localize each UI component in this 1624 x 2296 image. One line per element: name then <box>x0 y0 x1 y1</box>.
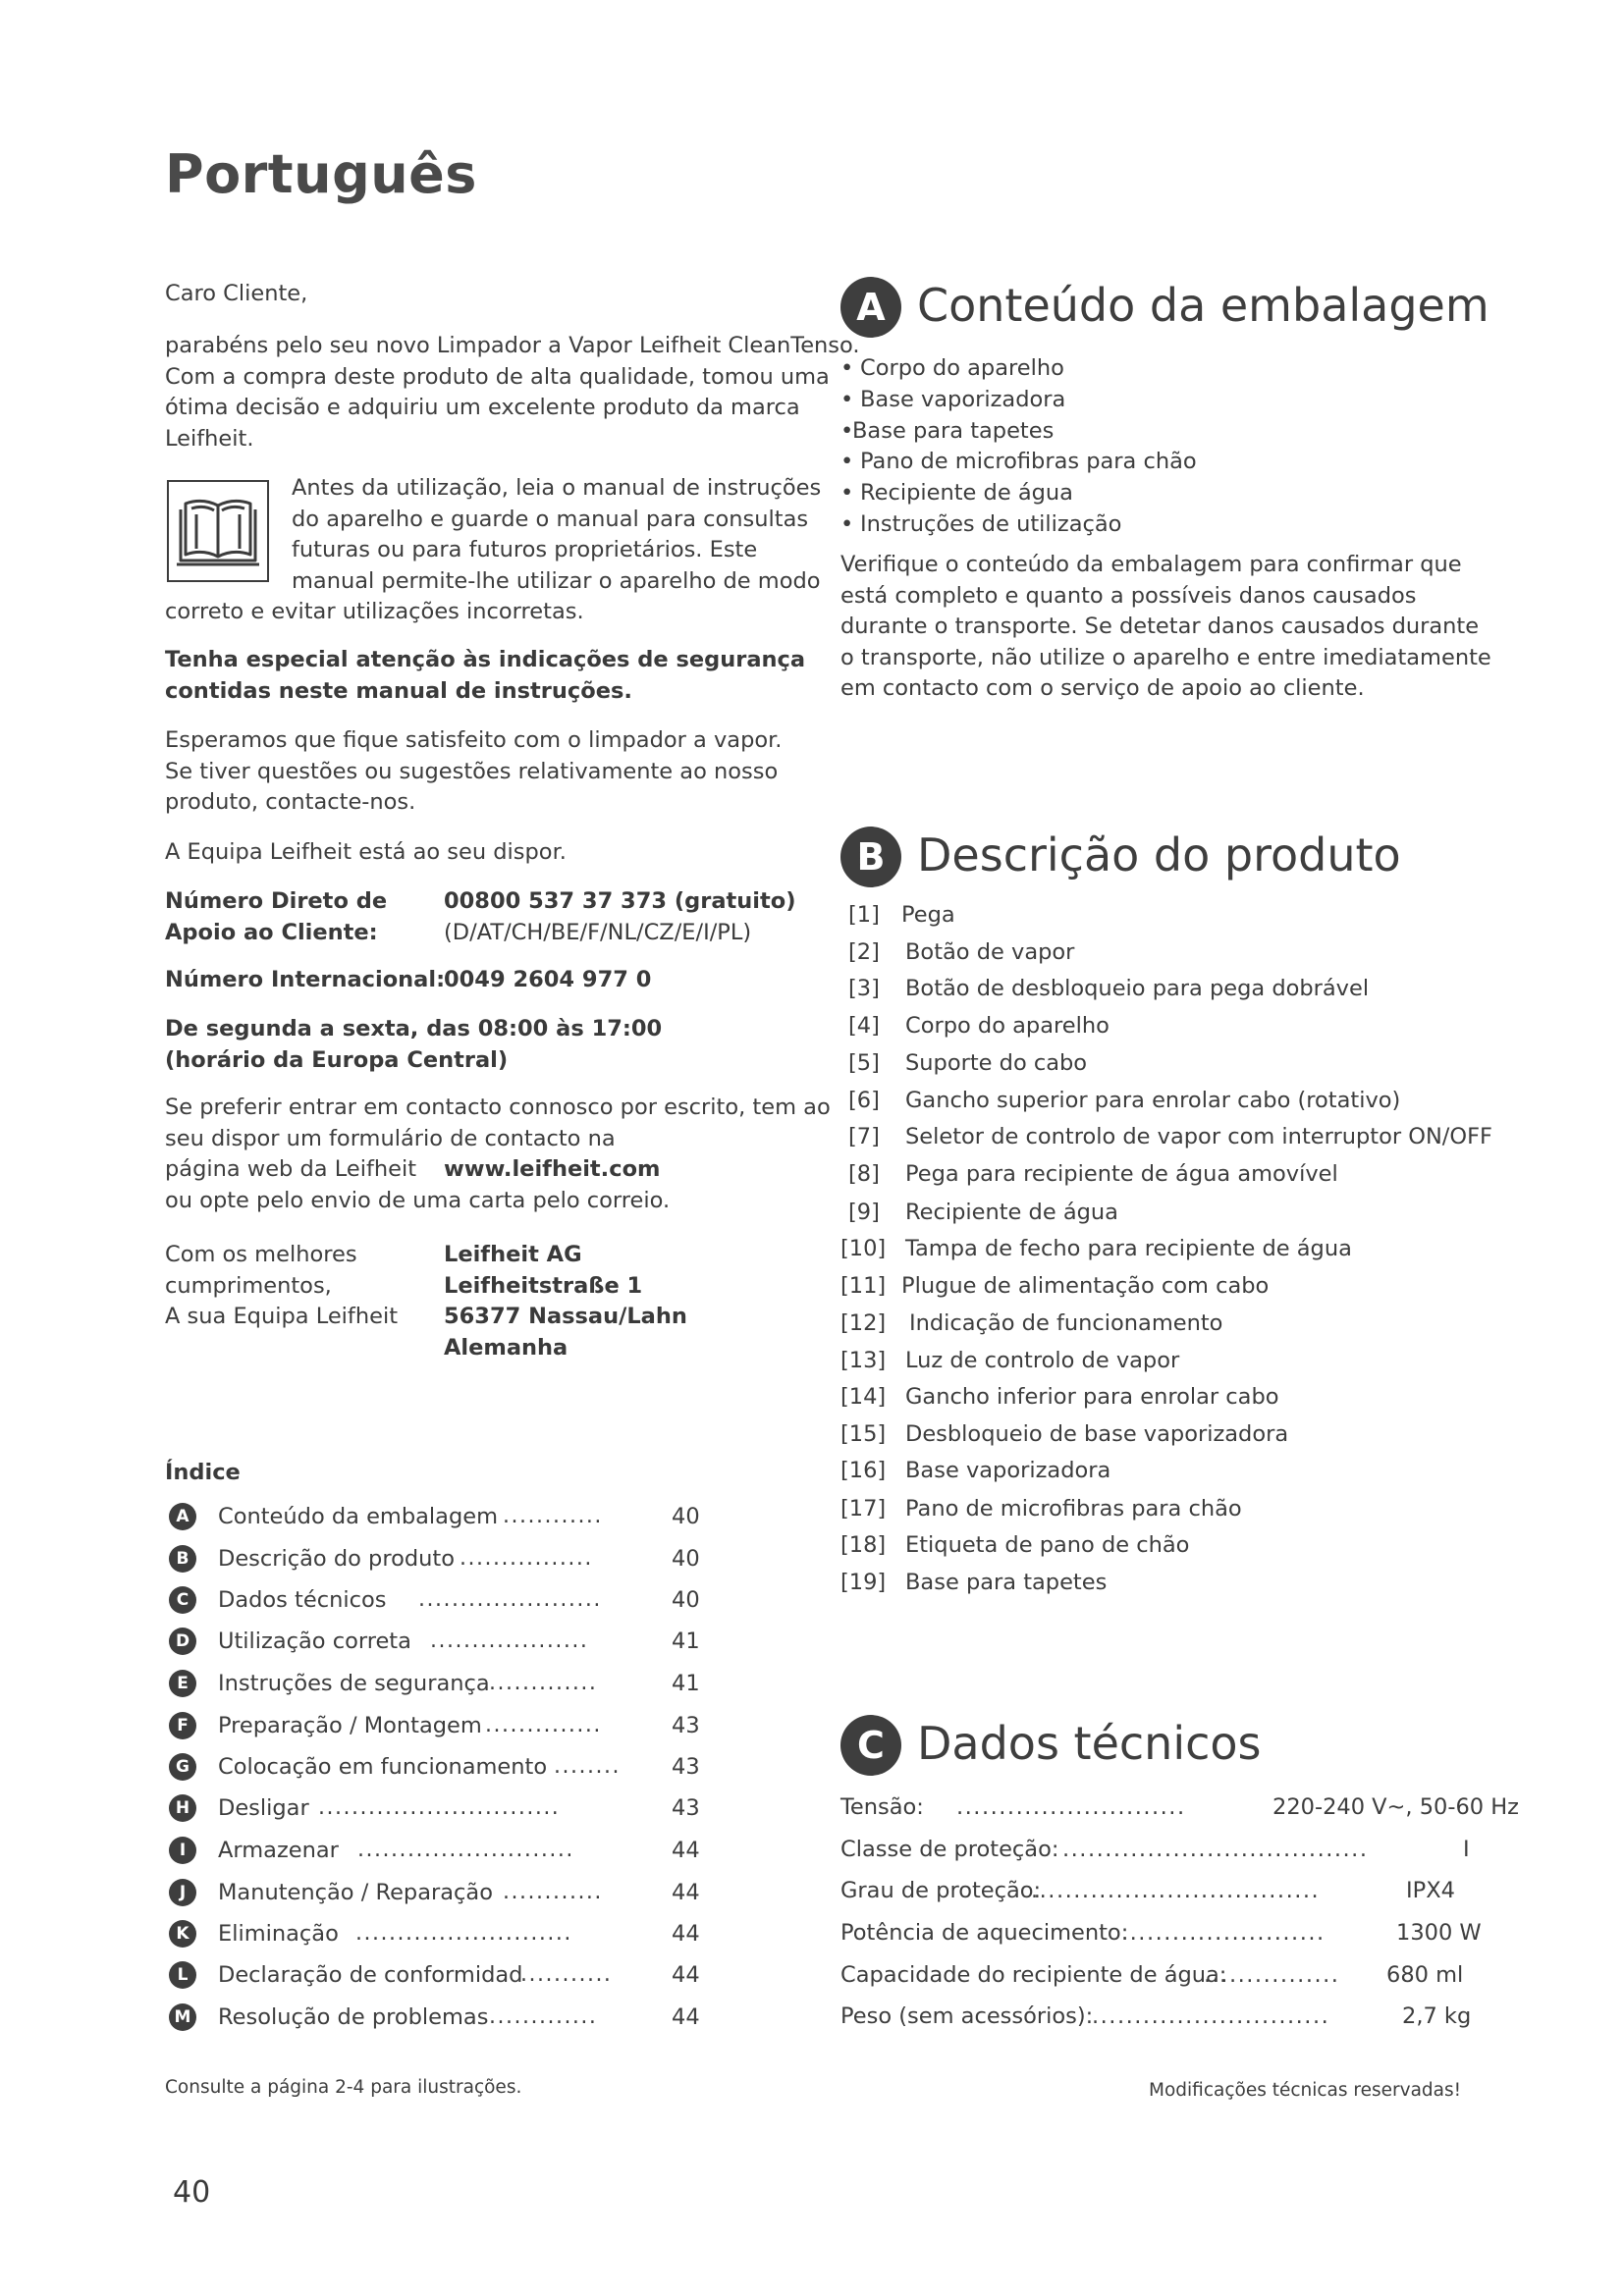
part-number: [9] <box>848 1200 880 1225</box>
intl-number-label: Número Internacional: <box>165 967 446 992</box>
part-label: Base para tapetes <box>905 1570 1108 1595</box>
part-label: Pano de microfibras para chão <box>905 1496 1242 1522</box>
section-badge-icon: A <box>169 1503 196 1530</box>
index-leader-dots: ............ <box>503 1880 603 1904</box>
spec-label: Tensão: <box>840 1794 924 1820</box>
part-label: Plugue de alimentação com cabo <box>901 1273 1270 1299</box>
section-badge-icon: D <box>169 1628 196 1655</box>
direct-support-label-line: Número Direto de <box>165 888 388 914</box>
website-link[interactable]: www.leifheit.com <box>444 1156 661 1182</box>
index-item[interactable] <box>169 1917 703 1952</box>
package-item <box>840 353 1064 385</box>
address-line: Alemanha <box>444 1334 568 1361</box>
package-item <box>840 385 1065 416</box>
part-number: [7] <box>848 1124 880 1149</box>
part-label: Botão de vapor <box>905 939 1075 965</box>
index-item-page: 41 <box>672 1629 700 1654</box>
part-number: [8] <box>848 1161 880 1187</box>
spec-label: Capacidade do recipiente de água: <box>840 1962 1227 1988</box>
section-b-badge-icon: B <box>840 827 901 887</box>
direct-support-label <box>165 886 387 948</box>
part-number: [11] <box>840 1273 887 1299</box>
index-item-label: Instruções de segurança <box>218 1671 490 1696</box>
spec-leader-dots: ................ <box>1204 1962 1340 1988</box>
index-leader-dots: ...................... <box>418 1587 602 1612</box>
package-item <box>840 509 1121 541</box>
index-item[interactable] <box>169 1625 703 1660</box>
index-item-page: 44 <box>672 2004 700 2030</box>
index-item-page: 43 <box>672 1754 700 1780</box>
part-label: Base vaporizadora <box>905 1458 1111 1483</box>
package-note-line: Verifique o conteúdo da embalagem para confirmar que <box>840 552 1462 577</box>
part-label: Indicação de funcionamento <box>909 1310 1223 1336</box>
bullet-icon: • <box>840 511 854 537</box>
index-item[interactable] <box>169 1958 703 1994</box>
section-b-title: Descrição do produto <box>917 828 1401 881</box>
bullet-icon: • <box>840 355 854 381</box>
index-item[interactable] <box>169 1750 703 1786</box>
index-item-page: 40 <box>672 1587 700 1613</box>
part-label: Luz de controlo de vapor <box>905 1348 1180 1373</box>
regards-line: cumprimentos, <box>165 1272 332 1299</box>
package-item-label: Recipiente de água <box>860 480 1073 506</box>
page-title: Português <box>165 143 477 205</box>
direct-support-phone: 00800 537 37 373 (gratuito) <box>444 888 796 914</box>
package-item <box>840 478 1073 509</box>
index-item[interactable] <box>169 2001 703 2036</box>
part-number: [13] <box>840 1348 887 1373</box>
part-number: [6] <box>848 1088 880 1113</box>
part-label: Corpo do aparelho <box>905 1013 1110 1039</box>
index-item-page: 44 <box>672 1838 700 1863</box>
intro-line: parabéns pelo seu novo Limpador a Vapor Leifheit CleanTenso. <box>165 333 860 358</box>
direct-support-countries: (D/AT/CH/BE/F/NL/CZ/E/I/PL) <box>444 919 752 945</box>
intro-paragraph <box>165 331 860 454</box>
spec-value: 220-240 V~, 50-60 Hz <box>1272 1794 1519 1820</box>
part-label: Etiqueta de pano de chão <box>905 1532 1190 1558</box>
package-item-label: Instruções de utilização <box>860 511 1122 537</box>
spec-leader-dots: .................................... <box>1062 1837 1369 1862</box>
bullet-icon: • <box>840 480 854 506</box>
section-badge-icon: I <box>169 1837 196 1864</box>
index-leader-dots: ................... <box>430 1629 589 1653</box>
part-label: Botão de desbloqueio para pega dobrável <box>905 976 1370 1001</box>
spec-value: 680 ml <box>1386 1962 1464 1988</box>
letter-line: ou opte pelo envio de uma carta pelo correio. <box>165 1188 671 1213</box>
index-item[interactable] <box>169 1834 703 1869</box>
index-leader-dots: .............. <box>485 1713 602 1737</box>
direct-support-value <box>444 886 796 948</box>
safety-line: Tenha especial atenção às indicações de segurança <box>165 647 806 672</box>
bullet-icon: • <box>840 449 854 474</box>
part-number: [1] <box>848 902 880 928</box>
spec-leader-dots: ........................... <box>956 1794 1186 1820</box>
written-contact-paragraph <box>165 1093 831 1154</box>
index-item-page: 44 <box>672 1921 700 1947</box>
spec-label: Classe de proteção: <box>840 1837 1059 1862</box>
section-badge-icon: J <box>169 1879 196 1906</box>
manual-note-line: correto e evitar utilizações incorretas. <box>165 599 584 624</box>
part-label: Gancho superior para enrolar cabo (rotativo) <box>905 1088 1401 1113</box>
index-item-page: 40 <box>672 1504 700 1529</box>
manual-note-line: manual permite-lhe utilizar o aparelho de modo <box>292 567 821 594</box>
index-item-page: 44 <box>672 1962 700 1988</box>
package-item-label: Corpo do aparelho <box>860 355 1064 381</box>
section-badge-icon: M <box>169 2003 196 2031</box>
satisfaction-paragraph <box>165 725 803 819</box>
index-leader-dots: .......................... <box>357 1838 574 1862</box>
package-item <box>840 416 1054 448</box>
part-number: [3] <box>848 976 880 1001</box>
spec-leader-dots: ........................ <box>1121 1920 1326 1946</box>
index-item-label: Dados técnicos <box>218 1587 387 1613</box>
part-number: [14] <box>840 1384 887 1410</box>
index-leader-dots: ............................. <box>318 1795 561 1820</box>
section-a-title: Conteúdo da embalagem <box>917 279 1489 332</box>
direct-support-label-line: Apoio ao Cliente: <box>165 919 378 945</box>
satisfaction-line: produto, contacte-nos. <box>165 789 416 815</box>
section-badge-icon: L <box>169 1961 196 1989</box>
spec-leader-dots: ............................ <box>1092 2003 1330 2029</box>
address-line: 56377 Nassau/Lahn <box>444 1304 687 1329</box>
index-item[interactable] <box>169 1583 703 1619</box>
hours-line: (horário da Europa Central) <box>165 1046 509 1073</box>
index-leader-dots: ............. <box>489 2004 598 2029</box>
company-address <box>444 1240 687 1363</box>
index-leader-dots: .......................... <box>355 1921 572 1946</box>
package-item-label: Base para tapetes <box>852 418 1055 444</box>
written-line: seu dispor um formulário de contacto na <box>165 1125 616 1151</box>
index-item[interactable] <box>169 1791 703 1827</box>
part-label: Pega <box>901 902 955 928</box>
section-badge-icon: B <box>169 1545 196 1573</box>
index-leader-dots: ............ <box>503 1504 603 1528</box>
safety-line: contidas neste manual de instruções. <box>165 677 632 704</box>
footer-disclaimer: Modificações técnicas reservadas! <box>1149 2080 1462 2101</box>
spec-value: 1300 W <box>1396 1920 1482 1946</box>
package-item <box>840 447 1197 478</box>
package-note-line: durante o transporte. Se detetar danos causados durante <box>840 614 1480 639</box>
part-number: [10] <box>840 1236 887 1261</box>
address-line: Leifheitstraße 1 <box>444 1272 643 1299</box>
index-item-page: 44 <box>672 1880 700 1905</box>
regards-line: Com os melhores <box>165 1242 357 1267</box>
satisfaction-line: Esperamos que fique satisfeito com o limpador a vapor. <box>165 727 783 753</box>
index-item-label: Eliminação <box>218 1921 339 1947</box>
part-label: Seletor de controlo de vapor com interruptor ON/OFF <box>905 1124 1492 1149</box>
bullet-icon: • <box>840 387 854 412</box>
opening-hours <box>165 1014 803 1076</box>
part-label: Desbloqueio de base vaporizadora <box>905 1421 1289 1447</box>
manual-note <box>292 473 822 597</box>
intro-line: Com a compra deste produto de alta qualidade, tomou uma <box>165 363 830 390</box>
index-title: Índice <box>165 1460 241 1485</box>
safety-notice <box>165 645 806 707</box>
part-number: [12] <box>840 1310 887 1336</box>
index-item-page: 40 <box>672 1546 700 1572</box>
index-item-label: Manutenção / Reparação <box>218 1880 493 1905</box>
package-item-label: Pano de microfibras para chão <box>860 449 1197 474</box>
part-label: Pega para recipiente de água amovível <box>905 1161 1338 1187</box>
index-item-label: Utilização correta <box>218 1629 411 1654</box>
index-item-label: Conteúdo da embalagem <box>218 1504 498 1529</box>
written-line: Se preferir entrar em contacto connosco por escrito, tem ao <box>165 1095 831 1120</box>
section-badge-icon: K <box>169 1920 196 1948</box>
part-number: [16] <box>840 1458 887 1483</box>
web-prefix: página web da Leifheit <box>165 1156 417 1182</box>
section-badge-icon: F <box>169 1712 196 1739</box>
intro-line: ótima decisão e adquiriu um excelente produto da marca <box>165 395 800 420</box>
index-item-label: Descrição do produto <box>218 1546 455 1572</box>
regards-line: A sua Equipa Leifheit <box>165 1304 399 1329</box>
hours-line: De segunda a sexta, das 08:00 às 17:00 <box>165 1016 663 1041</box>
index-item-label: Declaração de conformidad <box>218 1962 523 1988</box>
section-badge-icon: C <box>169 1586 196 1614</box>
intro-line: Leifheit. <box>165 425 254 452</box>
part-number: [19] <box>840 1570 887 1595</box>
index-leader-dots: ................ <box>460 1546 593 1571</box>
part-number: [15] <box>840 1421 887 1447</box>
address-line: Leifheit AG <box>444 1242 582 1267</box>
index-item-label: Armazenar <box>218 1838 339 1863</box>
section-a-badge-icon: A <box>840 277 901 338</box>
section-c-title: Dados técnicos <box>917 1717 1262 1770</box>
footer-note: Consulte a página 2-4 para ilustrações. <box>165 2077 522 2098</box>
regards <box>165 1240 398 1333</box>
satisfaction-line: Se tiver questões ou sugestões relativamente ao nosso <box>165 758 779 784</box>
spec-leader-dots: .................................. <box>1031 1878 1321 1903</box>
part-label: Tampa de fecho para recipiente de água <box>905 1236 1352 1261</box>
index-item-page: 43 <box>672 1713 700 1738</box>
package-note-line: em contacto com o serviço de apoio ao cliente. <box>840 675 1365 701</box>
manual-note-line: Antes da utilização, leia o manual de instruções <box>292 475 822 501</box>
index-item[interactable] <box>169 1667 703 1702</box>
package-note-line: está completo e quanto a possíveis danos causados <box>840 582 1417 609</box>
index-item[interactable] <box>169 1709 703 1744</box>
spec-label: Grau de proteção: <box>840 1878 1042 1903</box>
team-line: A Equipa Leifheit está ao seu dispor. <box>165 839 567 865</box>
part-label: Suporte do cabo <box>905 1050 1088 1076</box>
spec-label: Potência de aquecimento: <box>840 1920 1129 1946</box>
section-c-badge-icon: C <box>840 1715 901 1776</box>
part-label: Recipiente de água <box>905 1200 1118 1225</box>
spec-value: I <box>1463 1837 1470 1862</box>
index-item[interactable] <box>169 1500 703 1535</box>
spec-value: 2,7 kg <box>1402 2003 1472 2029</box>
index-item-label: Colocação em funcionamento <box>218 1754 548 1780</box>
part-label: Gancho inferior para enrolar cabo <box>905 1384 1279 1410</box>
spec-label: Peso (sem acessórios): <box>840 2003 1094 2029</box>
index-item-label: Resolução de problemas <box>218 2004 489 2030</box>
page-number: 40 <box>173 2175 211 2210</box>
manual-book-icon <box>167 480 269 582</box>
package-note <box>840 550 1491 705</box>
bullet-icon: • <box>840 418 854 444</box>
index-item-label: Desligar <box>218 1795 309 1821</box>
index-item[interactable] <box>169 1542 703 1577</box>
greeting: Caro Cliente, <box>165 281 308 306</box>
index-leader-dots: ............. <box>489 1671 598 1695</box>
package-note-line: o transporte, não utilize o aparelho e entre imediatamente <box>840 644 1491 670</box>
part-number: [2] <box>848 939 880 965</box>
spec-value: IPX4 <box>1406 1878 1455 1903</box>
index-item[interactable] <box>169 1876 703 1911</box>
manual-note-line: do aparelho e guarde o manual para consultas <box>292 506 809 532</box>
manual-note-line: futuras ou para futuros proprietários. Este <box>292 537 758 562</box>
intl-number-value: 0049 2604 977 0 <box>444 967 652 992</box>
package-item-label: Base vaporizadora <box>860 387 1066 412</box>
index-item-label: Preparação / Montagem <box>218 1713 482 1738</box>
section-badge-icon: G <box>169 1753 196 1781</box>
index-leader-dots: ........... <box>520 1962 613 1987</box>
part-number: [17] <box>840 1496 887 1522</box>
part-number: [5] <box>848 1050 880 1076</box>
part-number: [4] <box>848 1013 880 1039</box>
section-badge-icon: H <box>169 1794 196 1822</box>
section-badge-icon: E <box>169 1670 196 1697</box>
index-leader-dots: ........ <box>554 1754 621 1779</box>
index-item-page: 41 <box>672 1671 700 1696</box>
index-item-page: 43 <box>672 1795 700 1821</box>
part-number: [18] <box>840 1532 887 1558</box>
